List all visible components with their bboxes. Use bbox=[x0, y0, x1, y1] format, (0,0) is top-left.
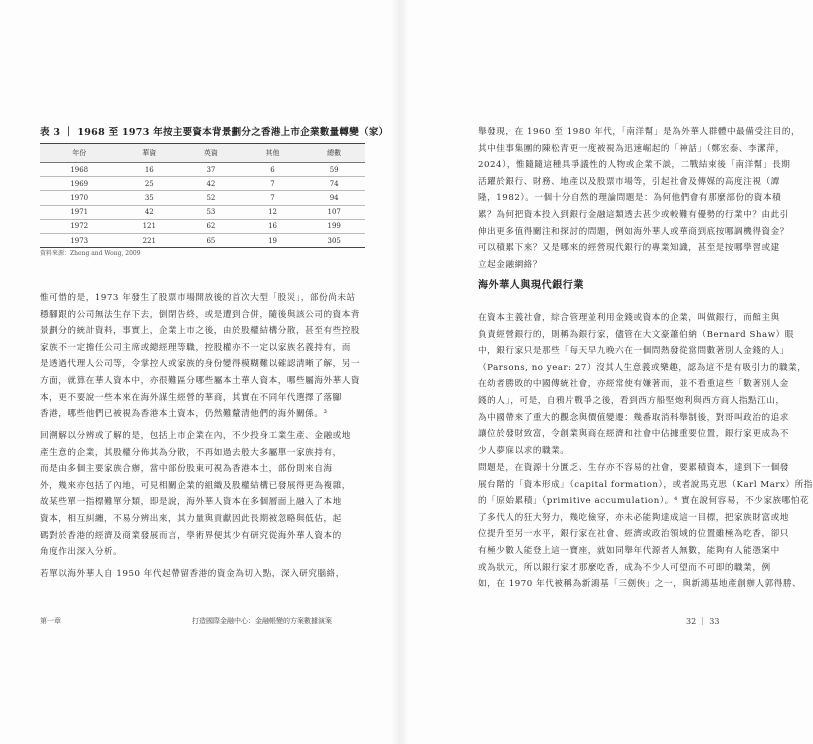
text-line: 問題是，在資源十分匱乏、生存亦不容易的社會，要累積資本，達到下一個發 bbox=[478, 463, 789, 473]
table-row bbox=[40, 205, 365, 219]
table-cell: 1971 bbox=[40, 205, 118, 219]
table-cell: 37 bbox=[180, 163, 242, 177]
text-line: 或為狀元，所以銀行家才那麼吃香，成為不少人可望而不可即的職業，例 bbox=[478, 562, 771, 573]
text-line: 讓位於發財致富，令創業與商在經濟和社會中佔據重要位置，銀行家更成為不 bbox=[478, 429, 789, 440]
table-header-cell: 華資 bbox=[118, 144, 180, 163]
table-cell: 1970 bbox=[40, 191, 118, 205]
table-row bbox=[40, 163, 365, 177]
page-numbers: 32 ｜ 33 bbox=[686, 617, 720, 626]
text-line: 而是由多個主要家族合辦，當中部份股東可視為香港本土，部份則來自海 bbox=[40, 464, 333, 475]
table-header-cell: 總數 bbox=[303, 144, 365, 163]
text-line: 在幼者勝敗的中國傳統社會，亦經常使有嫌著而，並不看重這些「數著別人金 bbox=[478, 379, 789, 390]
text-line: 如，在 1970 年代被稱為新鴻基「三劍俠」之一，與新鴻基地產創辦人郭得勝、 bbox=[478, 579, 802, 590]
text-line: 方面，就算在華人資本中，亦很難區分哪些屬本土華人資本，哪些屬海外華人資 bbox=[40, 375, 361, 386]
table-cell: 62 bbox=[180, 219, 242, 233]
table-cell: 1968 bbox=[40, 163, 118, 177]
table-cell: 305 bbox=[303, 233, 365, 247]
text-line: 產生意的企業，其股權分佈其為分散，不再如過去般大多屬單一家族持有， bbox=[40, 447, 342, 458]
table-cell: 107 bbox=[303, 205, 365, 219]
text-line: 錢的人」，可是，自鴉片戰爭之後，看到西方船堅炮利與西方商人指點江山， bbox=[478, 395, 785, 406]
text-line: 伸出更多值得關注和探討的問題，例如海外華人或華商到底按哪調機得資金？ bbox=[478, 226, 789, 237]
text-line: 故某些單一指標難單分類，即是說，海外華人資本在多個層面上融入了本地 bbox=[40, 497, 342, 508]
table-cell: 35 bbox=[118, 191, 180, 205]
text-line: 累？為何把資本投入到銀行金融這類透去甚少或較難有優勢的行業中？由此引 bbox=[478, 209, 789, 220]
table-cell: 6 bbox=[242, 163, 304, 177]
table-cell: 16 bbox=[118, 163, 180, 177]
text-line: 活躍於銀行、財務、地產以及股票市場等，引起社會及傳媒的高度注視（譚 bbox=[478, 176, 780, 187]
text-line: 為中國帶來了重大的觀念與價值變遷：幾番取消科舉制後，對哥叫政治的追求 bbox=[478, 412, 789, 423]
table-header-row bbox=[40, 144, 365, 163]
table-title: 表 3 ｜ 1968 至 1973 年按主要資本背景劃分之香港上市企業數量轉變（家） bbox=[40, 127, 389, 138]
left-paragraph-1 bbox=[40, 290, 368, 423]
footer-chapter: 第一章 bbox=[40, 617, 61, 625]
table-cell: 25 bbox=[118, 177, 180, 191]
text-line: 有極少數人能登上這一寶座，就如同舉年代源者人無數，能夠有人能憑案中 bbox=[478, 545, 780, 556]
right-paragraph-2 bbox=[478, 460, 813, 593]
table-cell: 94 bbox=[303, 191, 365, 205]
text-line: 了多代人的狂大努力，幾吃儉穿，亦未必能夠達成這一目標，把家族財富或地 bbox=[478, 512, 789, 523]
table-body bbox=[40, 163, 365, 248]
text-line: 位提升至另一水平，銀行家在社會、經濟或政治領域的位置雖極為吃香，卻只 bbox=[478, 529, 789, 540]
text-line: 隆，1982）。一個十分自然的理論問題是：為何他們會有那麼部份的資本積 bbox=[478, 193, 782, 204]
table-cell: 16 bbox=[242, 219, 304, 233]
text-line: 的「原始累積」（primitive accumulation）。⁴ 實在說何容易，不少家族哪怕花 bbox=[478, 496, 810, 507]
table-cell: 1972 bbox=[40, 219, 118, 233]
table-cell: 19 bbox=[242, 233, 304, 247]
text-line: 舉發現，在 1960 至 1980 年代，「南洋幫」是為外華人群體中最備受注目的， bbox=[478, 127, 801, 137]
text-line: 在資本主義社會，綜合管理並利用金錢或資本的企業，叫做銀行，而館主與 bbox=[478, 313, 780, 323]
table-cell: 59 bbox=[303, 163, 365, 177]
text-line: 少人夢寐以求的職業。 bbox=[478, 445, 570, 456]
left-paragraph-3 bbox=[40, 566, 368, 583]
text-line: 資本，相互糾纏，不易分辨出來，其力量與貢獻因此長期被忽略與低估，起 bbox=[40, 513, 342, 524]
footer-book-title: 打造國際金融中心：金融帳變的方案數據演案 bbox=[192, 617, 332, 625]
book-gutter bbox=[392, 0, 408, 744]
table-header-cell: 年份 bbox=[40, 144, 118, 163]
table-source: 資料來源：Zheng and Wong, 2009 bbox=[40, 250, 141, 257]
table-cell: 74 bbox=[303, 177, 365, 191]
table-cell: 199 bbox=[303, 219, 365, 233]
table-cell: 1973 bbox=[40, 233, 118, 247]
table-row bbox=[40, 219, 365, 233]
text-line: 惟可惜的是，1973 年發生了股票市場開放後的首次大型「股災」，部份尚未站 bbox=[40, 293, 356, 303]
table-cell: 42 bbox=[180, 177, 242, 191]
text-line: （Parsons, no year: 27）沒其人生意義或樂趣，認為這不是有吸引力的職業， bbox=[478, 362, 807, 373]
text-line: 外，幾來亦包括了內地，可見相關企業的組織及股權結構已發展得更為複雜， bbox=[40, 480, 351, 491]
table-cell: 7 bbox=[242, 191, 304, 205]
text-line: 若單以海外華人自 1950 年代起帶留香港的資金為切入點，深入研究腦絡， bbox=[40, 569, 345, 579]
table-cell: 221 bbox=[118, 233, 180, 247]
right-paragraph-1 bbox=[478, 310, 807, 459]
table-header-cell: 英資 bbox=[180, 144, 242, 163]
text-line: 展台階的「資本形成」（capital formation），或者說馬克思（Karl Marx）所指 bbox=[478, 479, 813, 490]
table-cell: 1969 bbox=[40, 177, 118, 191]
data-table bbox=[40, 143, 365, 248]
table-cell: 121 bbox=[118, 219, 180, 233]
text-line: 其中佳事集團的陳松青更一度被視為迅速崛起的「神話」（鄭宏泰、李潔萍， bbox=[478, 143, 785, 154]
text-line: 負責經營銀行的，則稱為銀行家，儘管在大文豪蕭伯納（Bernard Shaw）眼 bbox=[478, 329, 794, 340]
table-cell: 12 bbox=[242, 205, 304, 219]
table-cell: 42 bbox=[118, 205, 180, 219]
text-line: 是透過代理人公司等，令掌控人或家族的身份變得模糊難以確認清晰了解，另一 bbox=[40, 359, 361, 370]
table-cell: 7 bbox=[242, 177, 304, 191]
text-line: 2024），惟隨隨這種具爭議性的人物或企業不談，二戰結束後「南洋幫」長期 bbox=[478, 160, 791, 171]
table-row bbox=[40, 233, 365, 247]
text-line: 可以積累下來？又是哪來的經營現代銀行的專業知識，甚至是按哪學習或建 bbox=[478, 243, 780, 254]
table-header-cell: 其他 bbox=[242, 144, 304, 163]
left-paragraph-2 bbox=[40, 428, 368, 561]
table-row bbox=[40, 177, 365, 191]
table-cell: 65 bbox=[180, 233, 242, 247]
text-line: 中，銀行家只是那些「每天早九晚六在一個問熱發從當問數著別人金錢的人」 bbox=[478, 346, 789, 357]
table-cell: 52 bbox=[180, 191, 242, 205]
text-line: 立起金融網絡？ bbox=[478, 259, 543, 270]
text-line: 景劃分的統計資料，事實上，企業上市之後，由於股權結構分散，甚至有些控股 bbox=[40, 326, 361, 337]
text-line: 穩腳跟的公司無法生存下去，倒閉告終，或是遭到合併，隨後與該公司的資本背 bbox=[40, 309, 361, 320]
text-line: 家族不一定擔任公司主席或總經理等職，控股權亦不一定以家族名義持有，而 bbox=[40, 342, 351, 353]
text-line: 香港，哪些他們已被視為香港本土資本，仍然難釐清他們的海外關係。³ bbox=[40, 409, 328, 420]
text-line: 角度作出深入分析。 bbox=[40, 547, 123, 558]
table-cell: 53 bbox=[180, 205, 242, 219]
table-row bbox=[40, 191, 365, 205]
text-line: 回溯解以分辨或了解的是，包括上市企業在內，不少投身工業生產、金融或地 bbox=[40, 431, 351, 441]
text-line: 本，更不要說一些本來在海外謀生經營的華商，其實在不同年代選擇了落腳 bbox=[40, 392, 342, 403]
text-line: 碼對於香港的經濟及商業發展而言，學術界便其少有研究從海外華人資本的 bbox=[40, 530, 342, 541]
section-heading: 海外華人與現代銀行業 bbox=[478, 280, 584, 291]
right-paragraph-top bbox=[478, 124, 801, 273]
